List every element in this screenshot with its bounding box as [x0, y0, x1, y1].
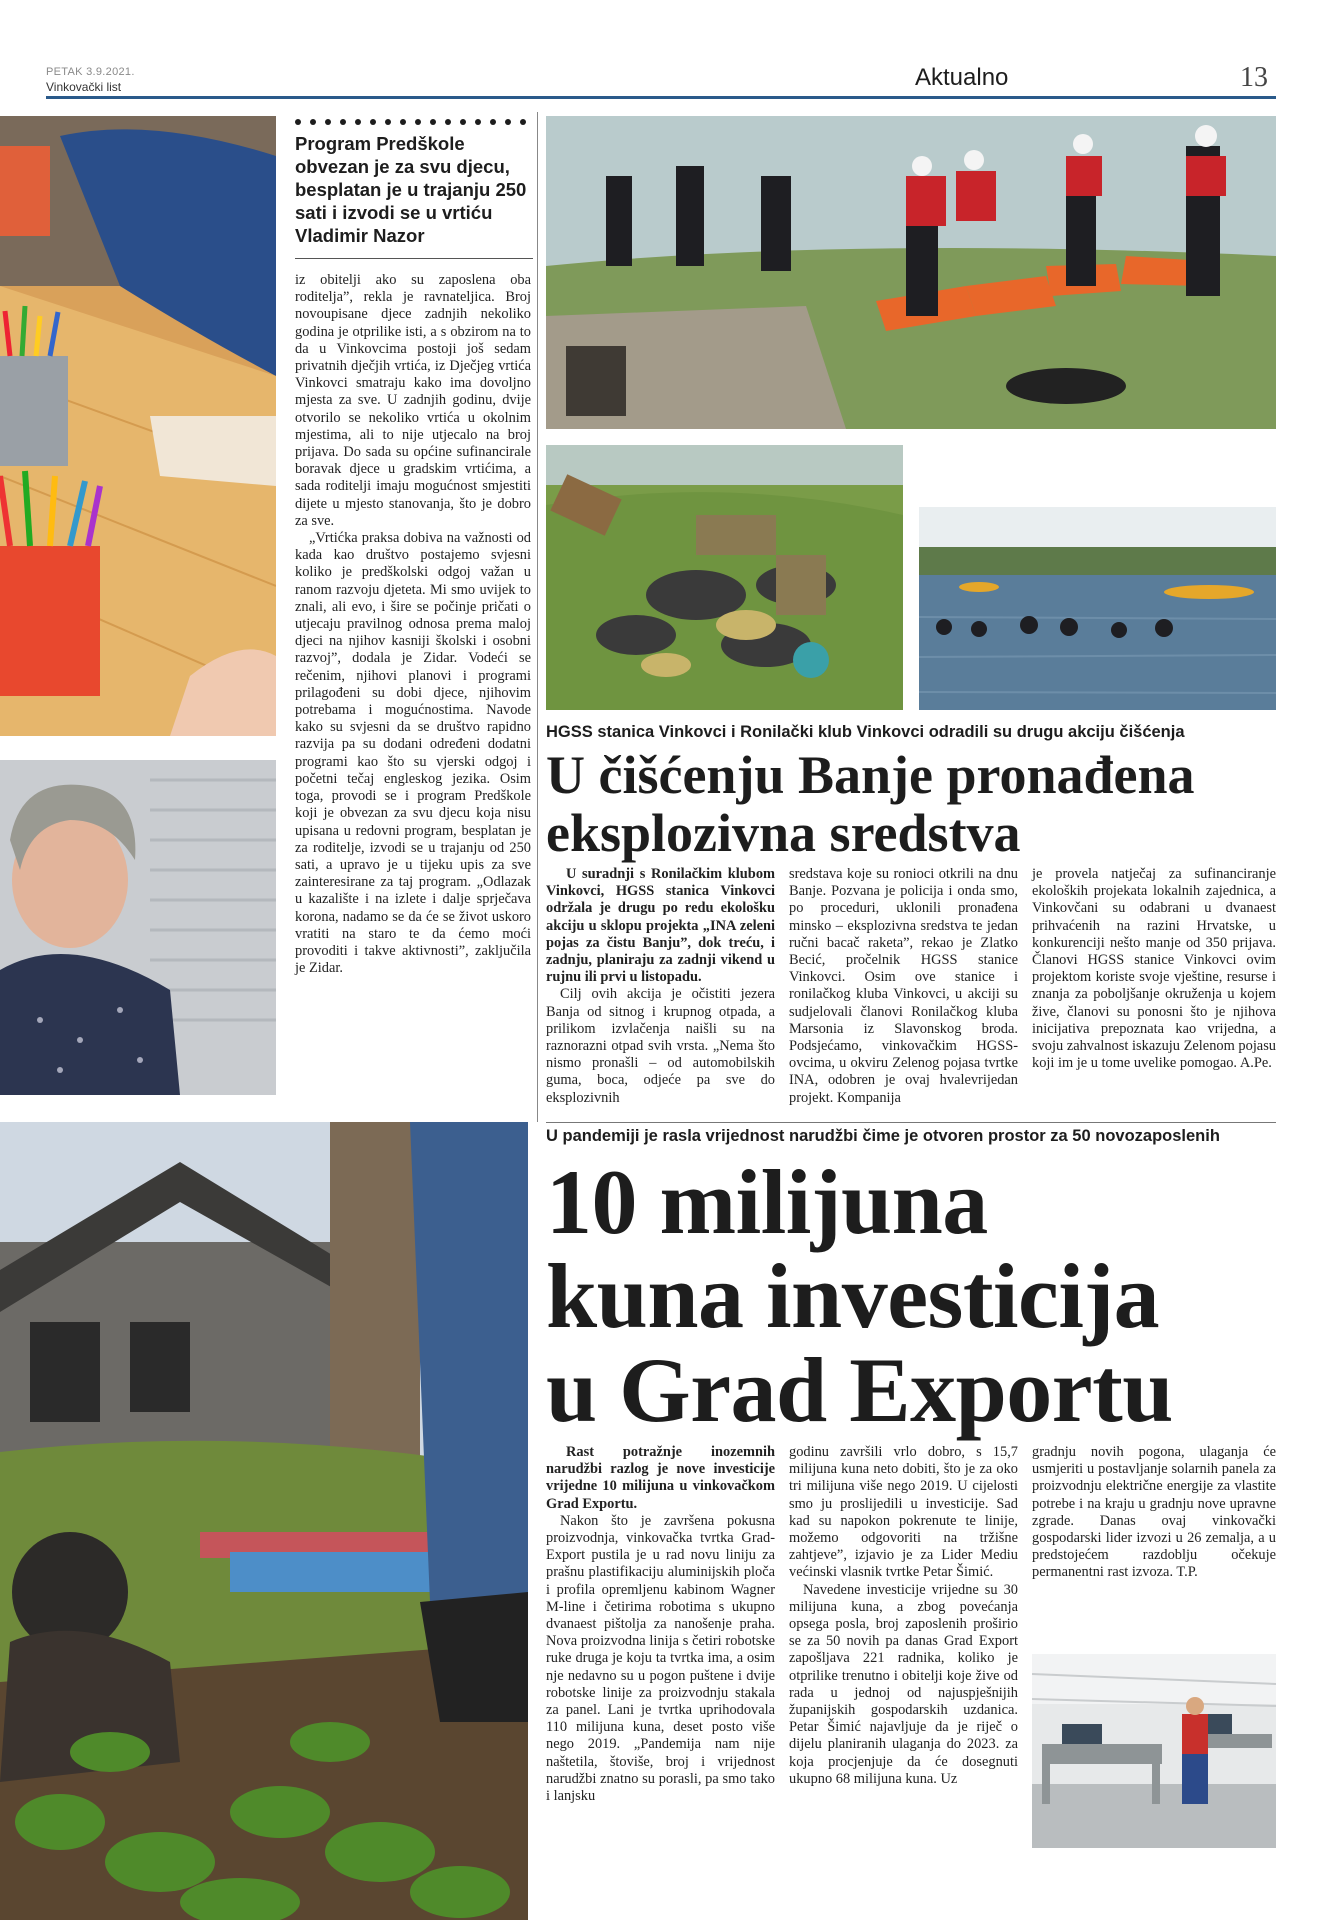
export-paragraph: Navedene investicije vrijedne su 30 milijuna kuna, a zbog povećanja opsega posla, broj zaposlenih proširio se za 50 novih pa danas Grad Export zapošljava 221 radnika, koliko je otprilike trenutno i obitelji koje žive od rada u jednoj od najuspješnijih županijskih gospodarskih uzdanica. Petar Šimić najavljuje da je riječ o dijelu planiranih ulaganja do 2023. za koja procjenjuje da će dosegnuti ukupno 68 milijuna kuna. Uz — [789, 1581, 1018, 1787]
divers-rescuers-photo — [546, 116, 1276, 429]
export-kicker: U pandemiji je rasla vrijednost narudžbi čime je otvoren prostor za 50 novozaposlenih — [546, 1127, 1220, 1145]
cleanup-paragraph: sredstava koje su ronioci otkrili na dnu Banje. Pozvana je policija i onda smo, po proceduri, uklonili pronađena minsko – eksplozivna sredstva te jedan ručni bacač raketa”, rekao je Zlatko Becić, pročelnik HGSS stanice Vinkovci. Osim ove stanice i ronilačkog kluba Vinkovci, u akciji su sudjelovali članovi Ronilačkog kluba Marsonia iz Slavonskog broda. Podsjećamo, vinkovačkim HGSS-ovcima, u okviru Zelenog pojasa tvrtke INA, odobren je ovaj hvalevrijedan projekt. Kompanija — [789, 866, 1018, 1106]
export-paragraph: gradnju novih pogona, ulaganja će usmjeriti u postavljanje solarnih panela za proizvodnju električne energije za vlastite potrebe i na kraju u gradnju nove upravne zgrade. Danas ovaj vinkovački gospodarski lider izvozi u 26 zemalja, a u predstojećem razdoblju očekuje permanentni rast izvoza. T.P. — [1032, 1444, 1276, 1581]
export-column-3 — [1032, 1444, 1276, 1582]
kindergarten-pencils-photo — [0, 116, 276, 736]
column-divider — [537, 112, 538, 1122]
pull-quote-dots — [295, 112, 537, 122]
cleanup-kicker: HGSS stanica Vinkovci i Ronilački klub Vinkovci odradili su drugu akciju čišćenja — [546, 723, 1185, 741]
collected-waste-photo — [546, 445, 903, 710]
export-column-1 — [546, 1444, 775, 1805]
export-paragraph: godinu završili vrlo dobro, s 15,7 milijuna kuna neto dobiti, što je za oko tri milijuna više nego 2019. U cijelosti smo ju proslijedili u investicije. Sad kad su napokon pokrenute te linije, možemo odgovoriti na tržišne zahtjeve”, izjavio je za Lider Mediu većinski vlasnik tvrtke Petar Šimić. — [789, 1444, 1018, 1581]
children-garden-photo — [0, 1122, 528, 1920]
export-paragraph: Nakon što je završena pokusna proizvodnja, vinkovačka tvrtka Grad-Export pustila je u rad novu liniju za prašnu plastifikaciju aluminijskih ploča i profila opremljenu kabinom Wagner M-line i četirima robotima s ukupno dvanaest pištolja za nanošenje praha. Nova proizvodna linija s četiri robotske ruke druga je koju ta tvrtka ima, a osim nje nedavno su u pogon puštene i dvije robotske linije za proizvodnju stakala za panel. Lani je tvrtka uprihodovala 110 milijuna kuna, deset posto više nego 2019. „Pandemija nam nije naštetila, štoviše, broj i vrijednost narudžbi znatno su porasli, pa smo tako i lanjsku — [546, 1512, 775, 1805]
page-number: 13 — [1240, 62, 1268, 93]
left-story-paragraph: iz obitelji ako su zaposlena oba roditelja”, rekla je ravnateljica. Broj novoupisane djece zadnjih nekoliko godina je otprilike isti, a s obzirom na to da u Vinkovcima postoji još sedam privatnih dječjih vrtića, iz Dječjeg vrtića Vinkovci smatraju kako ima dovoljno mjesta za sve. U zadnjih godinu, dvije otvorilo se nekoliko vrtića u okolnim mjestima, ali to nije utjecalo na broj prijava. Do sada su općine sufinancirale boravak djece u gradskim vrtićima, a sada roditelji imaju mogućnost smjestiti dijete u mjesto stanovanja, što je dobro za sve. — [295, 272, 531, 529]
export-headline-line: 10 milijuna — [546, 1151, 988, 1253]
cleanup-headline-line: eksplozivna sredstva — [546, 803, 1021, 863]
export-headline — [546, 1151, 1286, 1441]
pull-quote-rule — [295, 258, 533, 259]
newspaper-name: Vinkovački list — [46, 80, 122, 94]
story-separator — [546, 1122, 1276, 1123]
cleanup-column-1 — [546, 866, 775, 1107]
principal-portrait-photo — [0, 760, 276, 1095]
cleanup-paragraph: Cilj ovih akcija je očistiti jezera Banja od sitnog i krupnog otpada, a prilikom izvlačenja naišli su na raznorazni otpad svih vrsta. „Nema što nismo pronašli – od automobilskih guma, boca, odjeće pa sve do eksplozivnih — [546, 986, 775, 1106]
issue-date: PETAK 3.9.2021. — [46, 66, 135, 78]
factory-worker-photo — [1032, 1654, 1276, 1848]
section-title: Aktualno — [915, 64, 1009, 91]
cleanup-column-2 — [789, 866, 1018, 1107]
cleanup-column-3 — [1032, 866, 1276, 1072]
export-column-2 — [789, 1444, 1018, 1788]
export-headline-line: kuna investicija — [546, 1245, 1160, 1347]
cleanup-headline-line: U čišćenju Banje pronađena — [546, 745, 1195, 805]
divers-in-lake-photo — [919, 507, 1276, 710]
left-story-body — [295, 272, 531, 977]
export-headline-line: u Grad Exportu — [546, 1339, 1173, 1441]
left-story-paragraph: „Vrtićka praksa dobiva na važnosti od kada kao društvo postajemo svjesni koliko je predškolski odgoj važan u ranom razvoju djeteta. Mi smo uvijek to znali, ali evo, i šire se počinje pričati o utjecaju pravilnog odnosa prema maloj djeci na njihov kasniji školski i osobni razvoj”, dodala je Zidar. Vodeći se rečenim, njihovi planovi i programi prilagođeni su dobi djece, njihovim potrebama i mogućnostima. Navode kako su svjesni da se društvo rapidno razvija pa su dodani određeni dodatni programi kao što su vjerski odgoj i početni tečaj engleskog jezika. Osim toga, provodi se i program Predškole koji je obvezan za svu djecu koja nisu upisana u redovni program, besplatan je za roditelje, izvodi se u trajanju od 250 sati, a upravo je u tijeku upis za sve zainteresirane za taj program. „Odlazak u kazalište i na izlete i dalje sprječava korona, nadamo se da će se život uskoro vratiti na staro te da ćemo moći provoditi i takve aktivnosti”, zaključila je Zidar. — [295, 530, 531, 977]
header-rule — [46, 96, 1276, 99]
cleanup-lead: U suradnji s Ronilačkim klubom Vinkovci, HGSS stanica Vinkovci održala je drugu po redu ekološku akciju u sklopu projekta „INA zeleni pojas za čistu Banju”, dok treću, i zadnju, planiraju za zadnji vikend u rujnu ili prvi u listopadu. — [546, 866, 775, 986]
cleanup-headline — [546, 746, 1276, 862]
export-lead: Rast potražnje inozemnih narudžbi razlog je nove investicije vrijedne 10 milijuna u vinkovačkom Grad Exportu. — [546, 1444, 775, 1512]
pull-quote: Program Predškole obvezan je za svu djecu, besplatan je u trajanju 250 sati i izvodi se u vrtiću Vladimir Nazor — [295, 133, 527, 246]
cleanup-paragraph: je provela natječaj za sufinanciranje ekoloških projekata lokalnih zajednica, a Vinkovčani su odabrani u dvanaest prihvaćenih na razini Hrvatske, u konkurenciji nešto manje od 350 prijava. Članovi HGSS stanice Vinkovci ovim projektom koriste svoje vještine, resurse i znanja za poboljšanje okruženja u kojem žive, članovi su ponosni što je njihova inicijativa prepoznata kao vrijedna, a svoju zahvalnost iskazuju Zelenom pojasu koji im je u tome uvelike pomogao. A.Pe. — [1032, 866, 1276, 1072]
